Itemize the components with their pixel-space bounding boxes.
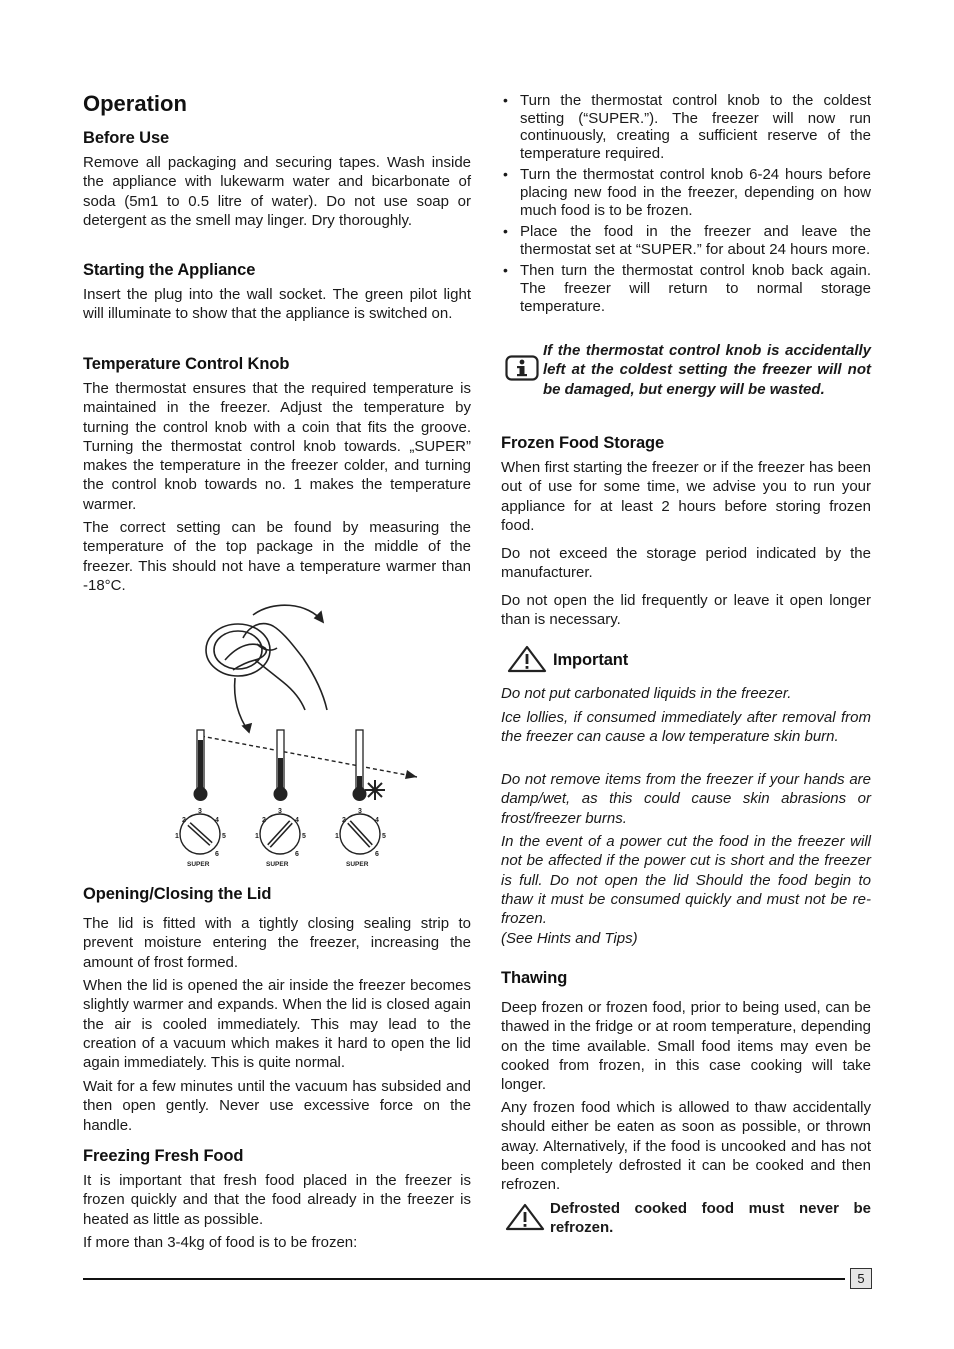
freezing-steps-list [501, 92, 871, 319]
before-use-text: Remove all packaging and securing tapes. Wash inside the appliance with lukewarm water and bicarbonate of soda (5m1 to 0.5 litre of water). Do not use soap or detergent as the smell may linger. Dry thoroughly. [83, 154, 471, 229]
heading-frozen-storage: Frozen Food Storage [501, 434, 665, 452]
list-item: • Turn the thermostat control knob 6-24 hours before placing new food in the freezer, depending on how much food is to be frozen. [501, 166, 871, 219]
dial-3-number-5: 5 [382, 833, 386, 840]
dial-1-number-6: 6 [215, 851, 219, 858]
dial-setting-2 [255, 808, 306, 868]
dial-3-number-1: 1 [335, 833, 339, 840]
thermostat-illustration [143, 600, 463, 872]
list-item: • Then turn the thermostat control knob back again. The freezer will return to normal storage temperature. [501, 262, 871, 315]
dial-2-number-6: 6 [295, 851, 299, 858]
freezing-text-2: If more than 3-4kg of food is to be frozen: [83, 1234, 358, 1251]
dial-setting-1 [175, 808, 226, 868]
thermometer-warm-icon [194, 730, 208, 801]
heading-starting: Starting the Appliance [83, 261, 256, 279]
list-item: • Place the food in the freezer and leave the thermostat set at “SUPER.” for about 24 hours more. [501, 223, 871, 258]
dial-3-number-4: 4 [375, 817, 379, 824]
dial-2-number-1: 1 [255, 833, 259, 840]
important-text-5: (See Hints and Tips) [501, 930, 638, 947]
heading-thawing: Thawing [501, 969, 568, 987]
dial-1-number-2: 2 [182, 817, 186, 824]
dial-1-number-3: 3 [198, 808, 202, 815]
lid-text-2: When the lid is opened the air inside the freezer becomes slightly warmer and expands. When the lid is closed again the air is cooled immediately. This may lead to the creation of a vacuum which makes it hard to open the lid again immediately. This is quite normal. [83, 977, 471, 1072]
freezing-text-1: It is important that fresh food placed in the freezer is frozen quickly and that the food already in the freezer is heated as little as possible. [83, 1172, 471, 1228]
page-number: 5 [850, 1268, 872, 1289]
important-text-2: Ice lollies, if consumed immediately after removal from the freezer can cause a low temperature skin burn. [501, 709, 871, 746]
thawing-text-1: Deep frozen or frozen food, prior to being used, can be thawed in the fridge or at room temperature, depending on the time available. Small food items may even be cooked from frozen, in this case cooking will take longer. [501, 999, 871, 1094]
dial-1-number-4: 4 [215, 817, 219, 824]
temp-knob-text-1: The thermostat ensures that the required temperature is maintained in the freezer. Adjust the temperature by turning the control knob with a coin that fits the groove. Turning the thermostat control knob towards. „SUPER” makes the temperature in the freezer colder, and turning the control knob towards no. 1 makes the temperature warmer. [83, 380, 471, 513]
dial-2-label: SUPER [266, 861, 289, 868]
important-text-1: Do not put carbonated liquids in the freezer. [501, 685, 792, 702]
warning-triangle-icon [507, 645, 547, 673]
dial-1-number-1: 1 [175, 833, 179, 840]
frozen-storage-text-3: Do not open the lid frequently or leave it open longer than is necessary. [501, 592, 871, 629]
heading-temp-knob: Temperature Control Knob [83, 355, 290, 373]
important-text-4: In the event of a power cut the food in the freezer will not be affected if the power cut is short and the freezer is full. Do not open the lid Should the food begin to thaw it must be consumed quickly and must not be re-frozen. [501, 833, 871, 928]
dial-3-number-6: 6 [375, 851, 379, 858]
heading-freezing: Freezing Fresh Food [83, 1147, 244, 1165]
dial-2-number-2: 2 [262, 817, 266, 824]
important-text-3: Do not remove items from the freezer if your hands are damp/wet, as this could cause skin abrasions or frost/freezer burns. [501, 771, 871, 827]
dial-3-label: SUPER [346, 861, 369, 868]
dial-2-number-5: 5 [302, 833, 306, 840]
info-note: If the thermostat control knob is accidentally left at the coldest setting the freezer will not be damaged, but energy will be wasted. [543, 342, 871, 398]
heading-before-use: Before Use [83, 129, 170, 147]
warning-triangle-icon [505, 1203, 545, 1231]
page-title: Operation [83, 91, 187, 116]
frozen-storage-text-1: When first starting the freezer or if the freezer has been out of use for some time, we advise you to run your appliance for at least 2 hours before storing frozen food. [501, 459, 871, 534]
starting-text: Insert the plug into the wall socket. The green pilot light will illuminate to show that the appliance is switched on. [83, 286, 471, 323]
hand-turning-knob-icon [206, 605, 327, 732]
lid-text-3: Wait for a few minutes until the vacuum has subsided and then open gently. Never use excessive force on the handle. [83, 1078, 471, 1134]
lid-text-1: The lid is fitted with a tightly closing sealing strip to prevent moisture entering the freezer, increasing the amount of frost formed. [83, 915, 471, 971]
thawing-warning: Defrosted cooked food must never be refrozen. [550, 1200, 871, 1237]
thermometer-medium-icon [274, 730, 288, 801]
dial-3-number-2: 2 [342, 817, 346, 824]
list-item: • Turn the thermostat control knob to the coldest setting (“SUPER.”). The freezer will now run continuously, creating a sufficient reserve of the temperature required. [501, 92, 871, 162]
temperature-trend-line [201, 736, 417, 777]
frozen-storage-text-2: Do not exceed the storage period indicated by the manufacturer. [501, 545, 871, 582]
dial-2-number-4: 4 [295, 817, 299, 824]
dial-1-number-5: 5 [222, 833, 226, 840]
thawing-text-2: Any frozen food which is allowed to thaw accidentally should either be eaten as soon as possible, or thrown away. Alternatively, if the food is uncooked and has not been completely defrosted it can be cooked and then refrozen. [501, 1099, 871, 1194]
dial-1-label: SUPER [187, 861, 210, 868]
heading-important: Important [553, 651, 629, 669]
footer-rule [83, 1278, 845, 1280]
heading-lid: Opening/Closing the Lid [83, 885, 272, 903]
dial-setting-3 [335, 808, 386, 868]
dial-2-number-3: 3 [278, 808, 282, 815]
temp-knob-text-2: The correct setting can be found by measuring the temperature of the top package in the middle of the freezer. This should not have a temperature warmer than -18°C. [83, 519, 471, 594]
info-icon [505, 355, 539, 381]
dial-3-number-3: 3 [358, 808, 362, 815]
snowflake-icon [365, 780, 385, 800]
